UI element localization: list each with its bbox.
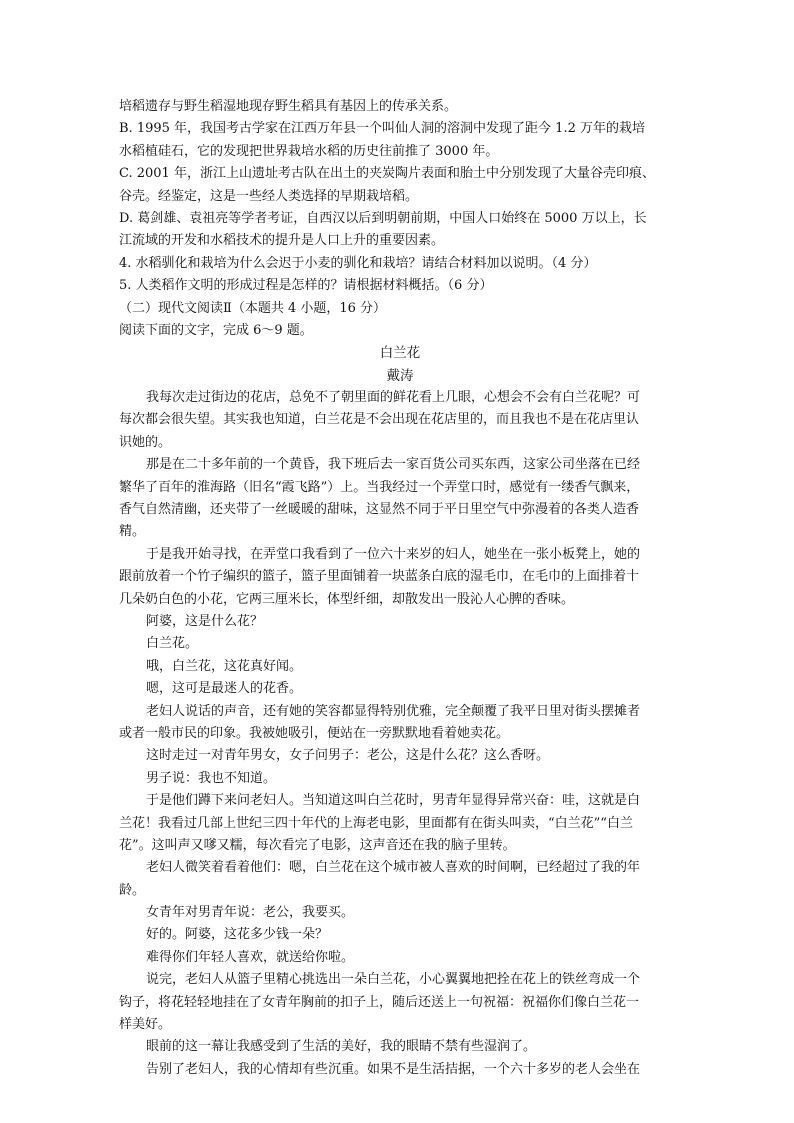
text-line: 或者一般市民的印象。我被她吸引，便站在一旁默默地看着她卖花。 bbox=[119, 725, 510, 741]
text-line: （二）现代文阅读Ⅱ（本题共 4 小题，16 分） bbox=[119, 300, 387, 316]
text-line: 繁华了百年的淮海路（旧名“霞飞路”）上。当我经过一个弄堂口时，感觉有一缕香气飘来， bbox=[119, 479, 640, 495]
text-line: 跟前放着一个竹子编织的篮子，篮子里面铺着一块蓝条白底的湿毛巾，在毛巾的上面排着十 bbox=[119, 569, 640, 585]
text-line: 江流域的开发和水稻技术的提升是人口上升的重要因素。 bbox=[119, 233, 445, 249]
text-line: 阿婆，这是什么花？ bbox=[146, 613, 264, 629]
text-line: 兰花！我看过几部上世纪三四十年代的上海老电影，里面都有在街头叫卖，“白兰花”“白兰 bbox=[119, 815, 633, 831]
text-line: 白兰花。 bbox=[146, 636, 199, 652]
text-line: 精。 bbox=[119, 524, 146, 540]
text-line: 好的。阿婆，这花多少钱一朵？ bbox=[146, 927, 329, 943]
text-line: 老妇人微笑着看着他们：嗯，白兰花在这个城市被人喜欢的时间啊，已经超过了我的年 bbox=[146, 860, 641, 876]
text-line: 戴涛 bbox=[386, 367, 414, 384]
text-line: 我每次走过街边的花店，总免不了朝里面的鲜花看上几眼，心想会不会有白兰花呢？可 bbox=[146, 390, 641, 406]
text-line: 难得你们年轻人喜欢，就送给你啦。 bbox=[146, 949, 355, 965]
text-line: 那是在二十多年前的一个黄昏，我下班后去一家百货公司买东西，这家公司坐落在已经 bbox=[146, 457, 641, 473]
text-line: 男子说：我也不知道。 bbox=[146, 770, 277, 786]
text-line: 哦，白兰花，这花真好闻。 bbox=[146, 658, 303, 674]
text-line: B. 1995 年，我国考古学家在江西万年县一个叫仙人洞的溶洞中发现了距今 1.2 万年的栽培 bbox=[119, 121, 645, 137]
text-line: 水稻植硅石，它的发现把世界栽培水稻的历史往前推了 3000 年。 bbox=[119, 143, 499, 159]
text-line: 于是他们蹲下来问老妇人。当知道这叫白兰花时，男青年显得异常兴奋：哇，这就是白 bbox=[146, 793, 641, 809]
text-line: 告别了老妇人，我的心情却有些沉重。如果不是生活拮据，一个六十多岁的老人会坐在 bbox=[146, 1061, 641, 1077]
text-line: C. 2001 年，浙江上山遗址考古队在出土的夹炭陶片表面和胎土中分别发现了大量谷壳印痕、 bbox=[119, 166, 655, 182]
text-line: 花”。这叫声又嗲又糯，每次看完了电影，这声音还在我的脑子里转。 bbox=[119, 837, 516, 853]
text-line: 钩子，将花轻轻地挂在了女青年胸前的扣子上，随后还送上一句祝福：祝福你们像白兰花一 bbox=[119, 994, 640, 1010]
text-line: 5. 人类稻作文明的形成过程是怎样的？请根据材料概括。（6 分） bbox=[119, 278, 493, 294]
text-line: 香气自然清幽，还夹带了一丝暖暖的甜味，这显然不同于平日里空气中弥漫着的各类人造香 bbox=[119, 502, 640, 518]
text-line: 阅读下面的文字，完成 6～9 题。 bbox=[119, 322, 313, 338]
text-line: 每次都会很失望。其实我也知道，白兰花是不会出现在花店里的，而且我也不是在花店里认 bbox=[119, 412, 640, 428]
text-line: 谷壳。经鉴定，这是一些经人类选择的早期栽培稻。 bbox=[119, 188, 419, 204]
text-line: 培稻遗存与野生稻湿地现存野生稻具有基因上的传承关系。 bbox=[119, 99, 458, 114]
text-line: 白兰花 bbox=[379, 345, 421, 362]
text-line: 于是我开始寻找，在弄堂口我看到了一位六十来岁的妇人，她坐在一张小板凳上，她的 bbox=[146, 546, 641, 562]
text-line: 说完，老妇人从篮子里精心挑选出一朵白兰花，小心翼翼地把拴在花上的铁丝弯成一个 bbox=[146, 972, 641, 988]
document-page bbox=[119, 96, 681, 1081]
text-line: 识她的。 bbox=[119, 434, 172, 450]
text-line: 女青年对男青年说：老公，我要买。 bbox=[146, 905, 355, 921]
text-line: 4. 水稻驯化和栽培为什么会迟于小麦的驯化和栽培？请结合材料加以说明。（4 分） bbox=[119, 255, 597, 271]
text-line: 眼前的这一幕让我感受到了生活的美好，我的眼睛不禁有些湿润了。 bbox=[146, 1039, 537, 1055]
text-line: 样美好。 bbox=[119, 1017, 172, 1033]
text-line: 几朵奶白色的小花，它两三厘米长，体型纤细，却散发出一股沁人心脾的香味。 bbox=[119, 591, 575, 607]
text-line: 嗯，这可是最迷人的花香。 bbox=[146, 681, 303, 697]
text-line: 龄。 bbox=[119, 882, 146, 898]
text-line: D. 葛剑雄、袁祖亮等学者考证，自西汉以后到明朝前期，中国人口始终在 5000 万以上，长 bbox=[119, 210, 647, 226]
text-line: 老妇人说话的声音，还有她的笑容都显得特别优雅，完全颠覆了我平日里对街头摆摊者 bbox=[146, 703, 641, 719]
text-line: 这时走过一对青年男女，女子问男子：老公，这是什么花？这么香呀。 bbox=[146, 748, 550, 764]
